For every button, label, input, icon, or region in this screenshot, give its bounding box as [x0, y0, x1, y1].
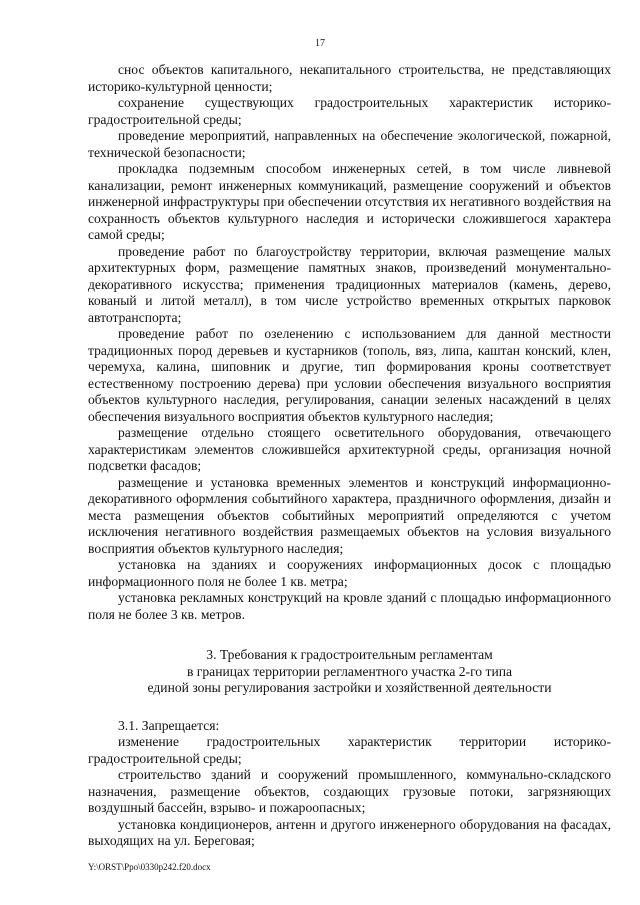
paragraph: проведение работ по озеленению с использованием для данной местности традиционных пород деревьев и кустарников (тополь, вяз, липа, каштан конский, клен, черемуха, калина, шиповник и другие, тип формирования кроны соответствует естественному построению дерева) при условии обеспечения визуального восприятия объектов культурного наследия, регулирования, санации зеленых насаждений в целях обеспечения визуального восприятия объектов культурного наследия;	[88, 326, 611, 424]
paragraph: установка кондиционеров, антенн и другого инженерного оборудования на фасадах, выходящих на ул. Береговая;	[88, 816, 611, 848]
paragraph: строительство зданий и сооружений промышленного, коммунально-складского назначения, размещение объектов, создающих грузовые потоки, загрязняющих воздушный бассейн, взрыво- и пожароопасных;	[88, 767, 611, 815]
paragraph: изменение градостроительных характеристик территории историко-градостроительной среды;	[88, 734, 611, 766]
paragraph: проведение мероприятий, направленных на обеспечение экологической, пожарной, технической безопасности;	[88, 128, 611, 160]
document-body	[88, 62, 611, 850]
paragraph: установка рекламных конструкций на кровле зданий с площадью информационного поля не более 3 кв. метров.	[88, 590, 611, 622]
section-heading	[88, 647, 611, 697]
subsection-title: 3.1. Запрещается:	[118, 717, 220, 733]
section-heading-line: единой зоны регулирования застройки и хозяйственной деятельности	[147, 680, 552, 695]
section-heading-line: 3. Требования к градостроительным регламентам	[206, 647, 493, 662]
file-path-footer: Y:\ORST\Ppo\0330p242.f20.docx	[88, 862, 211, 872]
paragraph: установка на зданиях и сооружениях информационных досок с площадью информационного поля не более 1 кв. метра;	[88, 557, 611, 589]
paragraph: размещение отдельно стоящего осветительного оборудования, отвечающего характеристикам элементов сложившейся архитектурной среды, организация ночной подсветки фасадов;	[88, 425, 611, 473]
paragraph: проведение работ по благоустройству территории, включая размещение малых архитектурных форм, размещение памятных знаков, произведений монументально-декоративного искусства; применения традиционных материалов (камень, дерево, кованый и литой металл), в том числе устройство временных открытых парковок автотранспорта;	[88, 243, 611, 325]
paragraph: размещение и установка временных элементов и конструкций информационно-декоративного оформления событийного характера, праздничного оформления, дизайн и места размещения объектов событийных мероприятий определяются с учетом исключения негативного воздействия размещаемых объектов на условия визуального восприятия объектов культурного наследия;	[88, 474, 611, 556]
section-heading-line: в границах территории регламентного участка 2-го типа	[186, 663, 513, 679]
page-number: 17	[315, 38, 325, 49]
paragraph: сохранение существующих градостроительных характеристик историко-градостроительной среды;	[88, 95, 611, 127]
paragraph: прокладка подземным способом инженерных сетей, в том числе ливневой канализации, ремонт инженерных коммуникаций, размещение сооружений и объектов инженерной инфраструктуры при обеспечении отсутствия их негативного воздействия на сохранность объектов культурного наследия и исторически сложившегося характера самой среды;	[88, 161, 611, 242]
paragraph: снос объектов капитального, некапитального строительства, не представляющих историко-культурной ценности;	[88, 62, 611, 94]
